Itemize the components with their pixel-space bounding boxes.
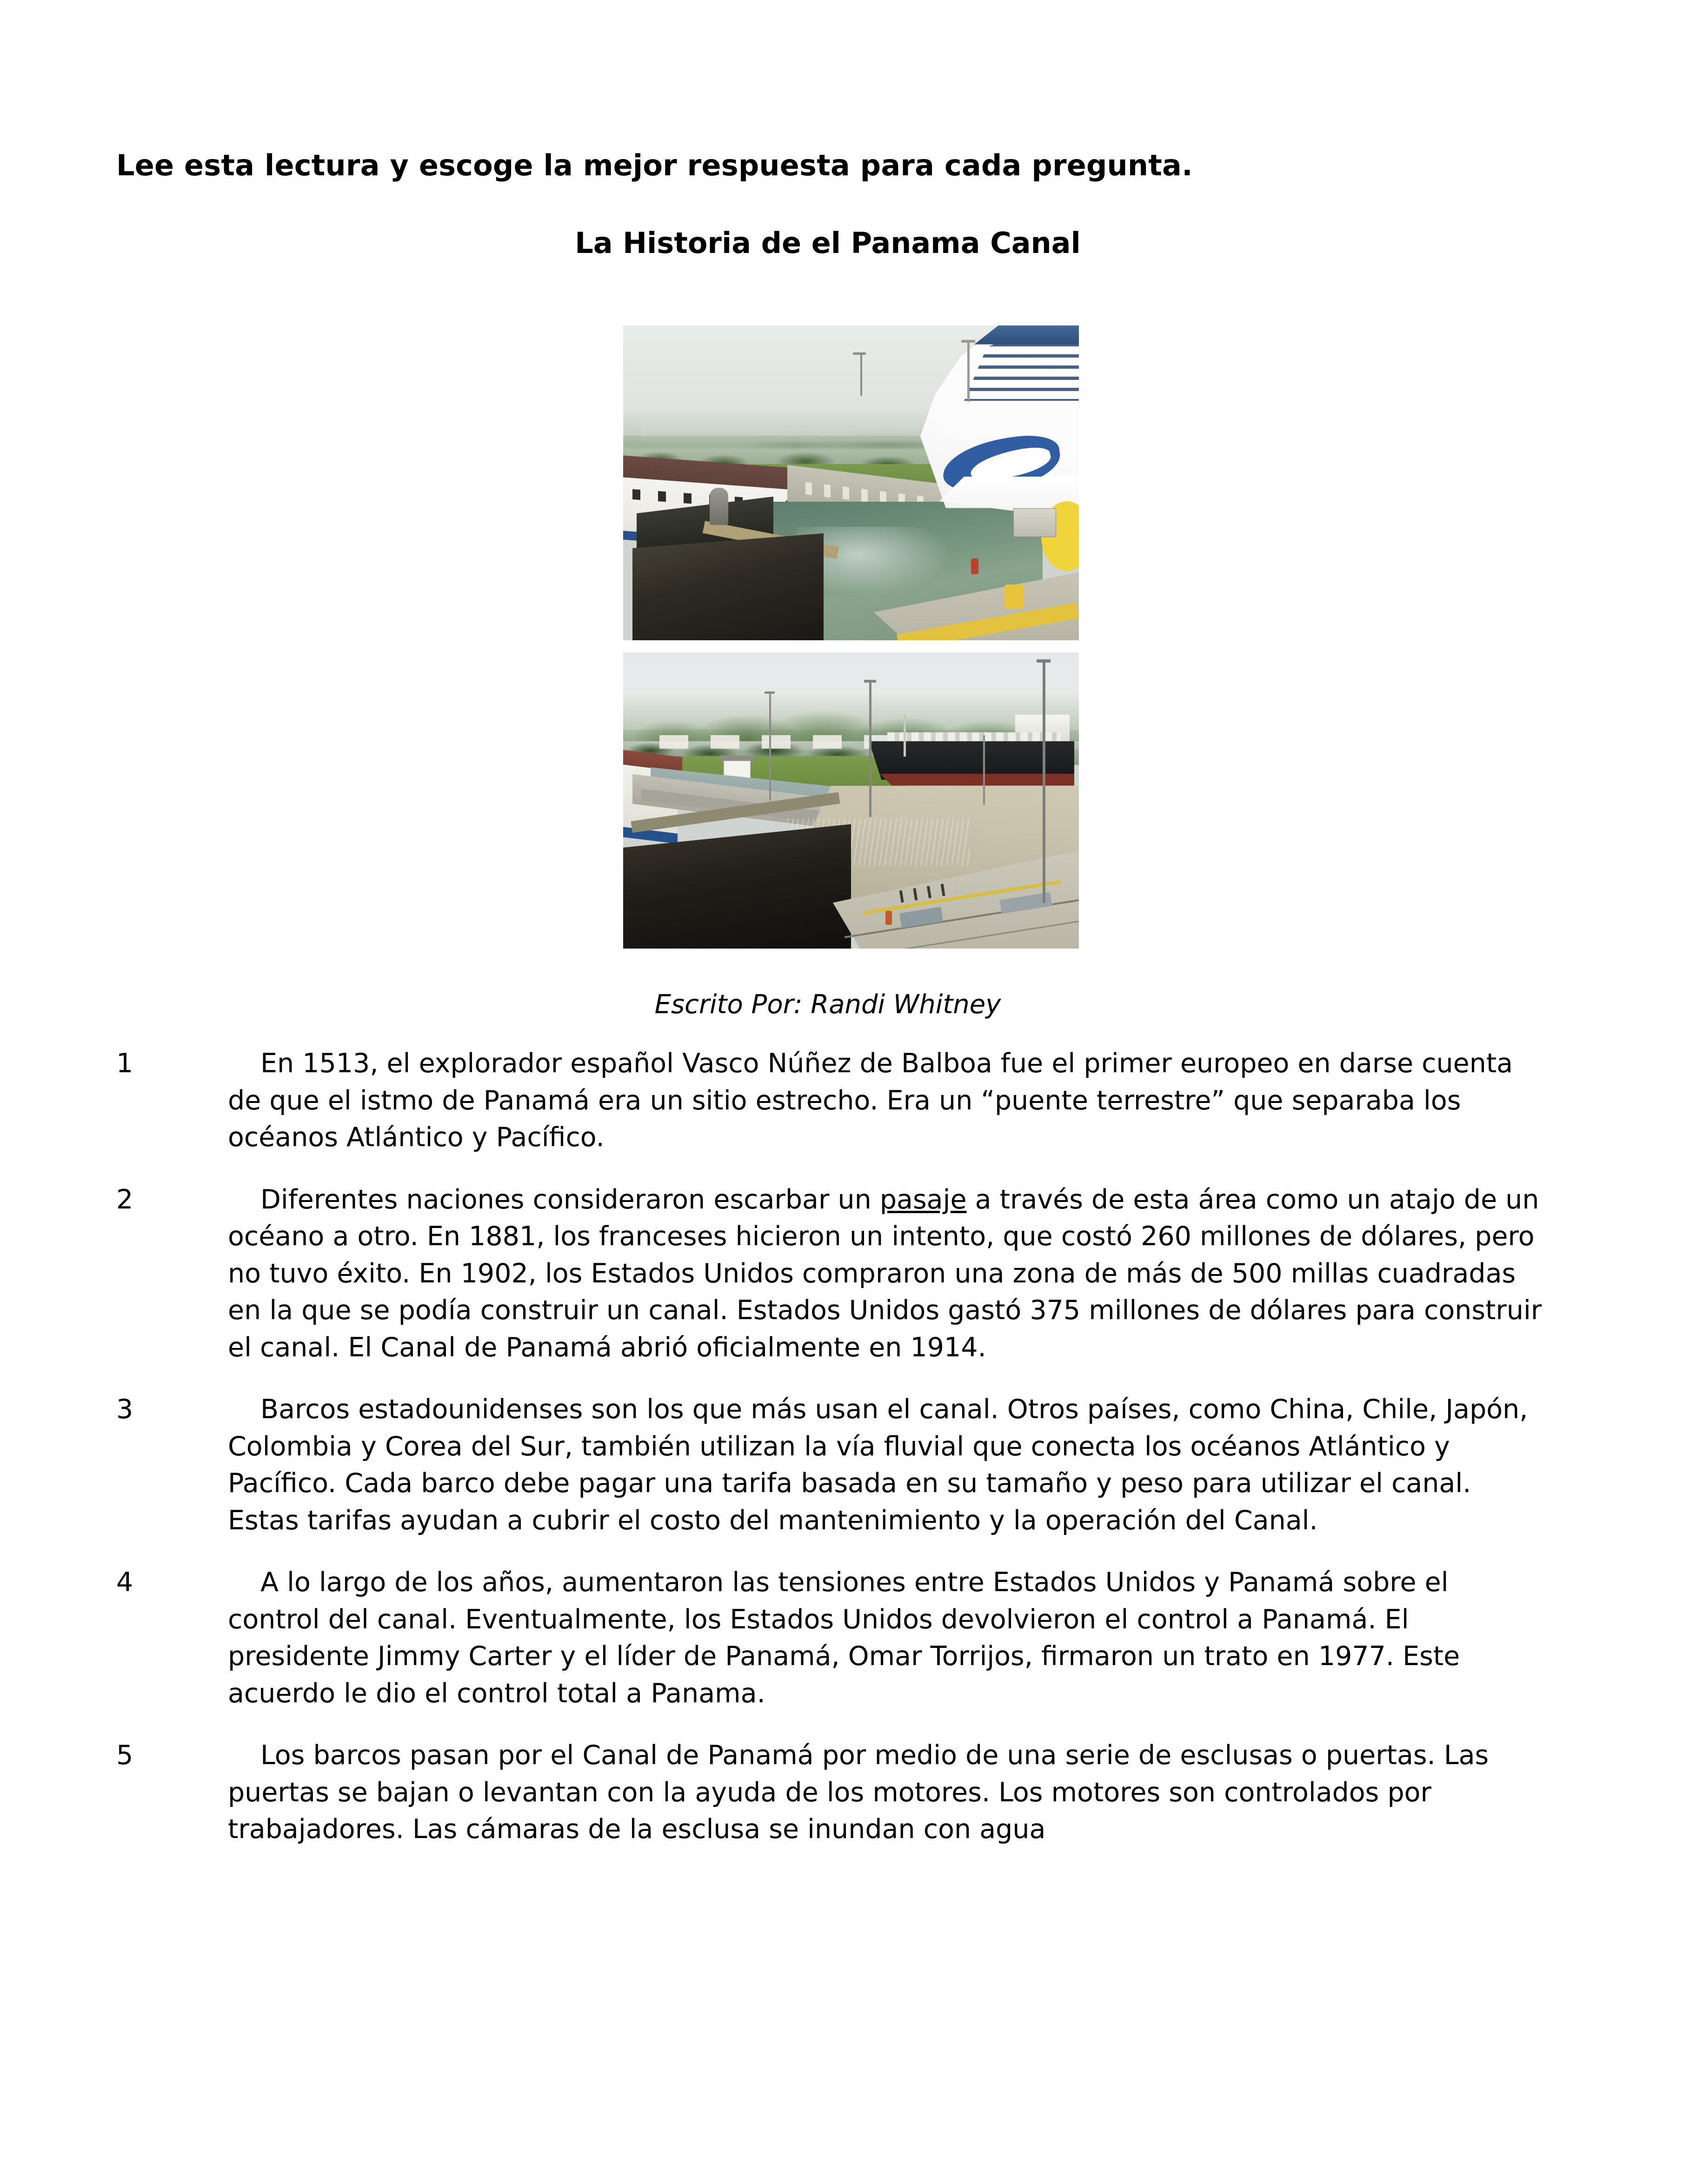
photo1-light-mast xyxy=(967,341,970,402)
paragraph-text-before: A lo largo de los años, aumentaron las tensiones entre Estados Unidos y Panamá sobre el control del canal. Eventualmente, los Estados Unidos devolvieron el control a Panamá. El presidente Jimmy Carter y el líder de Panamá, Omar Torrijos, firmaron un trato en 1977. Este acuerdo le dio el control total a Panama. xyxy=(228,1567,1460,1709)
paragraph-text xyxy=(228,1737,1546,1848)
photo2-light-mast-head xyxy=(1037,659,1051,663)
paragraph xyxy=(116,1391,1546,1539)
photo2-orange-cone xyxy=(885,911,892,925)
photo2-light-mast xyxy=(869,682,871,817)
photo1-container xyxy=(1013,508,1056,537)
paragraph-text-before: Los barcos pasan por el Canal de Panamá por medio de una serie de esclusas o puertas. Las puertas se bajan o levantan con la ayuda de los motores. Los motores son controlados por trabajadores. Las cámaras de la esclusa se inundan con agua xyxy=(228,1740,1489,1845)
photo2-light-mast xyxy=(983,735,985,805)
paragraph-number: 3 xyxy=(116,1394,133,1425)
photo1-light-mast xyxy=(860,354,862,396)
page-title: La Historia de el Panama Canal xyxy=(575,226,1081,260)
paragraph-text xyxy=(228,1045,1546,1156)
paragraph-text xyxy=(228,1391,1546,1539)
paragraph-text-after: a través de esta área como un atajo de un océano a otro. En 1881, los franceses hicieron un intento, que costó 260 millones de dólares, pero no tuvo éxito. En 1902, los Estados Unidos compraron una zona de más de 500 millas cuadradas en la que se podía construir un canal. Estados Unidos gastó 375 millones de dólares para construir el canal. El Canal de Panamá abrió oficialmente en 1914. xyxy=(228,1184,1542,1363)
photo1-light-mast-head xyxy=(853,352,866,355)
paragraph xyxy=(116,1564,1546,1712)
photo2-light-mast-head xyxy=(864,680,876,683)
paragraph-text-before: Barcos estadounidenses son los que más usan el canal. Otros países, como China, Chile, Japón, Colombia y Corea del Sur, también utilizan la vía fluvial que conecta los océanos Atlántico y Pacífico. Cada barco debe pagar una tarifa basada en su tamaño y peso para utilizar el canal. Estas tarifas ayudan a cubrir el costo del mantenimiento y la operación del Canal. xyxy=(228,1394,1528,1536)
figure-stack xyxy=(623,325,1079,949)
paragraph-number: 2 xyxy=(116,1184,133,1215)
photo-miraflores-locks-cruise-ship xyxy=(623,325,1079,640)
photo2-light-mast xyxy=(769,694,771,801)
photo1-red-marker xyxy=(971,558,978,574)
author-caption: Escrito Por: Randi Whitney xyxy=(654,989,1001,1020)
paragraph-number: 4 xyxy=(116,1567,133,1598)
paragraph-text xyxy=(228,1564,1546,1712)
instruction-heading: Lee esta lectura y escoge la mejor respuesta para cada pregunta. xyxy=(116,148,1193,182)
paragraph xyxy=(116,1737,1546,1848)
photo2-light-mast xyxy=(1043,661,1045,903)
photo1-lock-gate-near xyxy=(632,533,824,640)
photo-panama-canal-locks-cargo-ship xyxy=(623,652,1079,949)
photo1-bollard xyxy=(710,488,728,525)
photo2-cargo-ship-mast xyxy=(904,715,906,757)
paragraph-text xyxy=(228,1182,1546,1367)
paragraph xyxy=(116,1182,1546,1367)
paragraph-number: 5 xyxy=(116,1740,133,1771)
photo1-light-mast-head xyxy=(961,340,975,343)
reading-passage xyxy=(116,1045,1546,1848)
underlined-vocabulary-word: pasaje xyxy=(879,1184,967,1215)
paragraph xyxy=(116,1045,1546,1156)
photo2-open-lock-gate xyxy=(623,824,851,949)
paragraph-text-before: En 1513, el explorador español Vasco Núñez de Balboa fue el primer europeo en darse cuenta de que el istmo de Panamá era un sitio estrecho. Era un “puente terrestre” que separaba los océanos Atlántico y Pacífico. xyxy=(228,1048,1513,1153)
photo2-light-mast-head xyxy=(765,691,775,694)
paragraph-text-before: Diferentes naciones consideraron escarbar un xyxy=(260,1184,880,1215)
paragraph-number: 1 xyxy=(116,1048,133,1079)
photo1-yellow-bollard xyxy=(1004,584,1024,609)
